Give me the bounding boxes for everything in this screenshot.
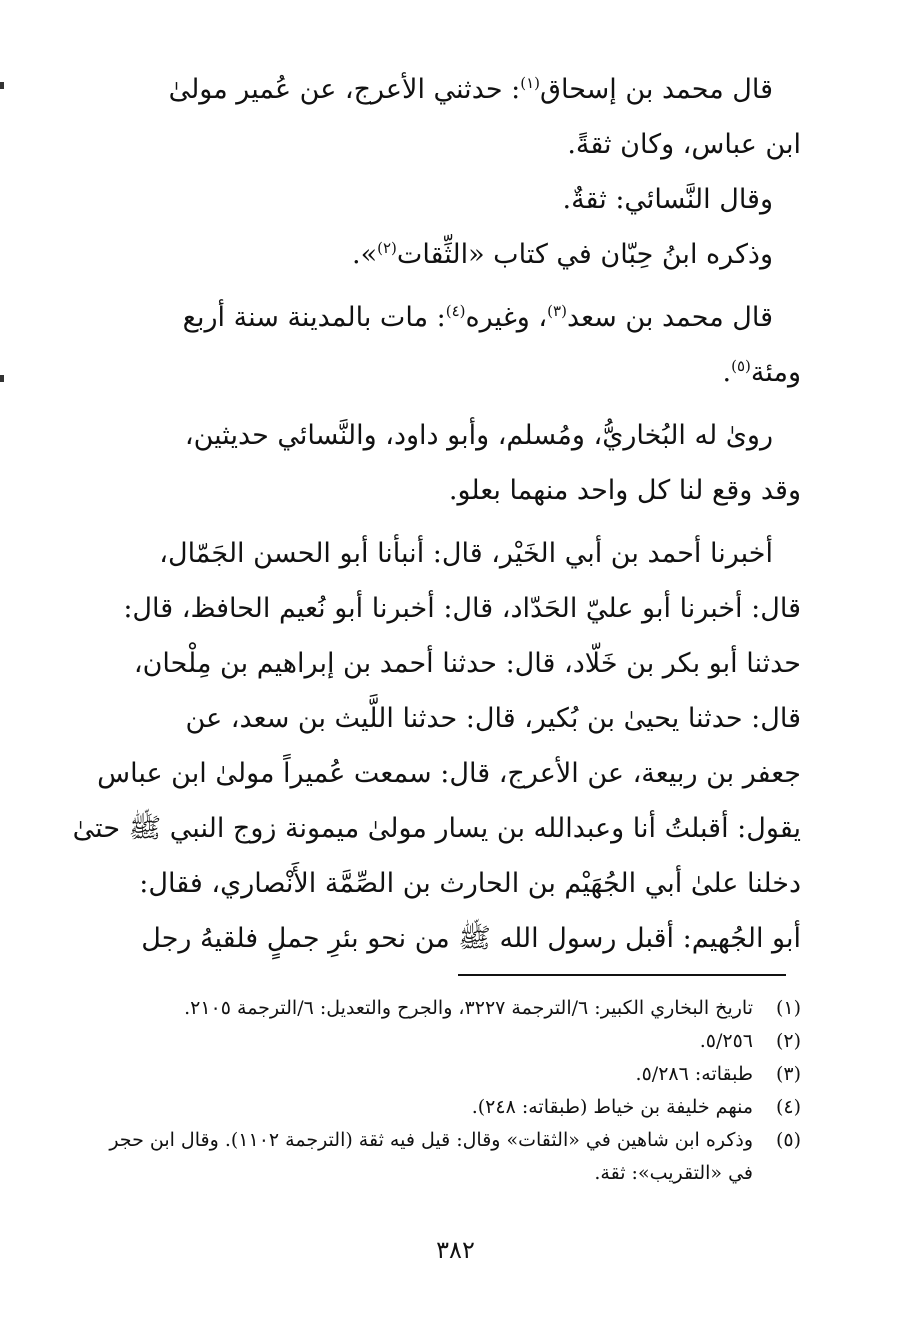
text-segment: . xyxy=(722,357,732,388)
text-line: أبو الجُهيم: أقبل رسول الله ﷺ من نحو بئرِ جملٍ فلقيهُ رجل xyxy=(141,923,801,954)
footnote-3 xyxy=(78,1058,801,1091)
page-number: ٣٨٢ xyxy=(436,1236,475,1264)
text-line: جعفر بن ربيعة، عن الأعرج، قال: سمعت عُميراً مولىٰ ابن عباس xyxy=(97,758,801,789)
footnote-number: (٤) xyxy=(775,1096,801,1118)
footnote-2 xyxy=(78,1025,801,1058)
text-line: روىٰ له البُخاريُّ، ومُسلم، وأبو داود، والنَّسائي حديثين، xyxy=(184,420,773,451)
text-segment: وذكره ابنُ حِبّان في كتاب «الثِّقات xyxy=(396,239,773,270)
text-segment: ». xyxy=(352,239,378,270)
text-line: قال: حدثنا يحيىٰ بن بُكير، قال: حدثنا اللَّيث بن سعد، عن xyxy=(185,703,801,734)
text-segment: ، وغيره xyxy=(465,302,548,333)
paragraph-ibn-saad xyxy=(78,290,801,400)
footnote-text: طبقاته: ٥/٢٨٦. xyxy=(635,1063,753,1085)
text-segment: قال محمد بن إسحاق xyxy=(540,74,773,105)
text-line: يقول: أقبلتُ أنا وعبدالله بن يسار مولىٰ ميمونة زوج النبي ﷺ حتىٰ xyxy=(72,813,801,844)
footnote-divider xyxy=(458,974,786,976)
footnote-number: (٥) xyxy=(775,1129,801,1151)
text-line: قال: أخبرنا أبو عليّ الحَدّاد، قال: أخبرنا أبو نُعيم الحافظ، قال: xyxy=(123,593,801,624)
paragraph-ibn-hibban xyxy=(78,227,801,282)
footnote-4 xyxy=(78,1091,801,1124)
text-line: ابن عباس، وكان ثقةً. xyxy=(567,129,801,160)
text-segment: : مات بالمدينة سنة أربع xyxy=(182,302,446,333)
text-segment: ومئة xyxy=(750,357,801,388)
footnote-number: (٢) xyxy=(775,1030,801,1052)
footnote-text: تاريخ البخاري الكبير: ٦/الترجمة ٣٢٢٧، والجرح والتعديل: ٦/الترجمة ٢١٠٥. xyxy=(184,997,753,1019)
text-line: دخلنا علىٰ أبي الجُهَيْم بن الحارث بن الصِّمَّة الأَنْصاري، فقال: xyxy=(139,868,801,899)
text-segment: : حدثني الأعرج، عن عُمير مولىٰ xyxy=(168,74,521,105)
footnote-ref-1: (١) xyxy=(520,74,541,92)
footnote-text: منهم خليفة بن خياط (طبقاته: ٢٤٨). xyxy=(471,1096,753,1118)
text-line: حدثنا أبو بكر بن خَلّاد، قال: حدثنا أحمد بن إبراهيم بن مِلْحان، xyxy=(133,648,801,679)
footnote-text: وذكره ابن شاهين في «الثقات» وقال: قيل فيه ثقة (الترجمة ١١٠٢). وقال ابن حجر xyxy=(109,1129,753,1151)
margin-mark xyxy=(0,375,4,382)
footnotes xyxy=(78,992,801,1190)
footnote-ref-5: (٥) xyxy=(731,357,751,375)
footnote-5-continuation: في «التقريب»: ثقة. xyxy=(594,1162,753,1184)
text-line: وقال النَّسائي: ثقةٌ. xyxy=(562,184,773,215)
main-text xyxy=(72,62,801,966)
footnote-5 xyxy=(78,1124,801,1157)
footnote-ref-4: (٤) xyxy=(445,302,466,320)
footnote-1 xyxy=(78,992,801,1025)
paragraph-isnad xyxy=(72,526,801,966)
paragraph-ibn-ishaq xyxy=(78,62,801,172)
margin-mark xyxy=(0,82,4,89)
paragraph-nasai xyxy=(78,172,801,227)
footnote-ref-3: (٣) xyxy=(547,302,567,320)
text-segment: قال محمد بن سعد xyxy=(566,302,773,333)
text-line: أخبرنا أحمد بن أبي الخَيْر، قال: أنبأنا أبو الحسن الجَمّال، xyxy=(159,538,773,569)
text-line: وقد وقع لنا كل واحد منهما بعلو. xyxy=(448,475,801,506)
footnote-ref-2: (٢) xyxy=(377,239,397,257)
footnote-text: ٥/٢٥٦. xyxy=(699,1030,753,1052)
paragraph-narrators xyxy=(78,408,801,518)
footnote-number: (١) xyxy=(775,997,801,1019)
footnote-number: (٣) xyxy=(775,1063,801,1085)
